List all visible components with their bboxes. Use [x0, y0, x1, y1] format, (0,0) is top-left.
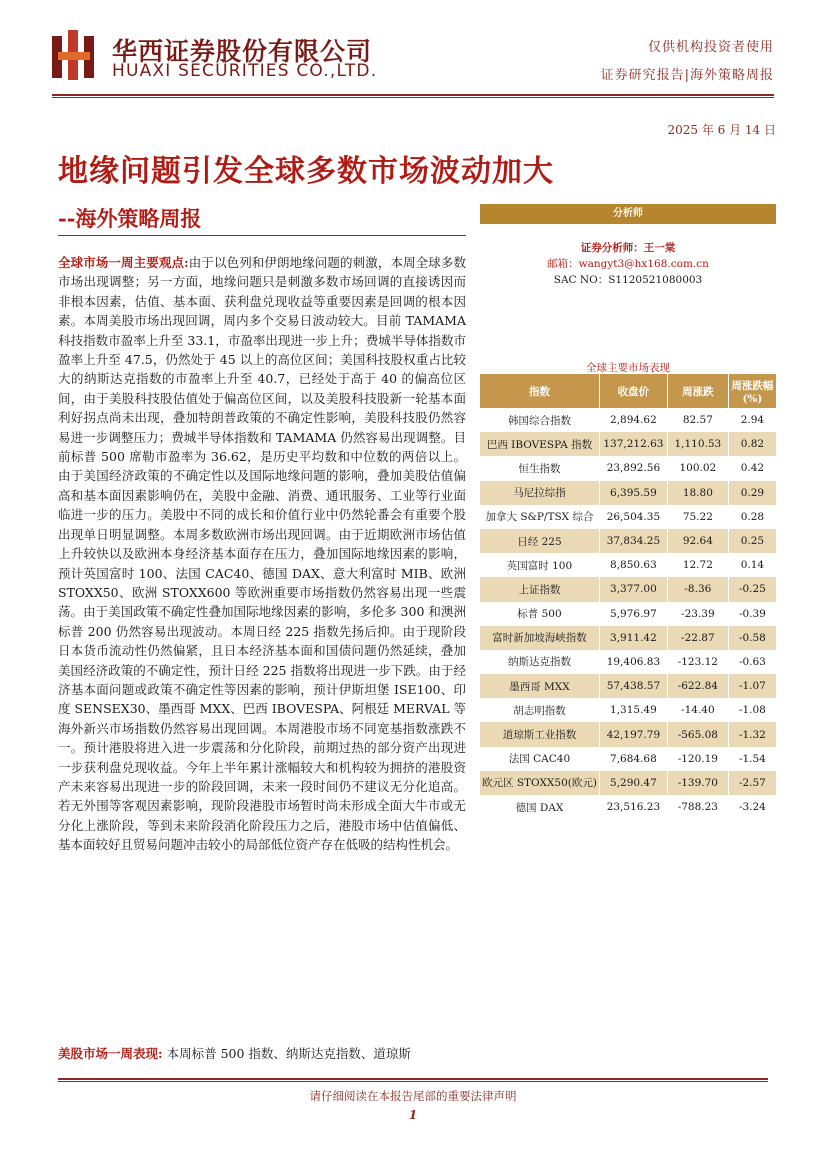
- cell-pct-change: 0.29: [728, 481, 776, 505]
- col-header-close: 收盘价: [599, 374, 667, 408]
- cell-change: -23.39: [667, 602, 728, 626]
- us-market-section: [58, 1044, 478, 1062]
- cell-change: -8.36: [667, 577, 728, 601]
- company-logo: [52, 30, 378, 86]
- cell-pct-change: -0.58: [728, 626, 776, 650]
- table-row: [480, 747, 776, 771]
- table-row: [480, 408, 776, 432]
- subtitle-divider: [58, 235, 466, 236]
- page-number: 1: [408, 1108, 418, 1122]
- cell-pct-change: -1.08: [728, 698, 776, 722]
- analyst-sac-number: SAC NO：S1120521080003: [553, 274, 703, 286]
- cell-index-name: 法国 CAC40: [508, 753, 571, 766]
- table-header-row: [480, 374, 776, 408]
- table-row: [480, 505, 776, 529]
- cell-close: 57,438.57: [599, 674, 667, 698]
- market-performance-table: [480, 374, 776, 819]
- cell-index-name: 日经 225: [480, 529, 599, 553]
- cell-change: 82.57: [667, 408, 728, 432]
- cell-pct-change: 0.25: [728, 529, 776, 553]
- cell-change: -120.19: [667, 747, 728, 771]
- col-header-change: 周涨跌: [667, 374, 728, 408]
- table-row: [480, 771, 776, 795]
- cell-pct-change: 0.14: [728, 553, 776, 577]
- cell-close: 7,684.68: [599, 747, 667, 771]
- footer-divider: [58, 1078, 768, 1080]
- us-section-lead: 美股市场一周表现:: [58, 1046, 163, 1061]
- cell-change: -14.40: [667, 698, 728, 722]
- cell-pct-change: -3.24: [728, 795, 776, 819]
- footer-divider-thin: [58, 1081, 768, 1082]
- cell-change: 1,110.53: [667, 432, 728, 456]
- cell-change: -788.23: [667, 795, 728, 819]
- global-market-summary: [58, 253, 466, 855]
- cell-pct-change: 0.82: [728, 432, 776, 456]
- cell-close: 26,504.35: [599, 505, 667, 529]
- cell-change: 75.22: [667, 505, 728, 529]
- market-table-title: 全球主要市场表现: [586, 362, 670, 374]
- report-date: 2025 年 6 月 14 日: [667, 123, 776, 137]
- company-name-en: HUAXI SECURITIES CO.,LTD.: [112, 61, 378, 81]
- table-row: [480, 481, 776, 505]
- cell-change: -565.08: [667, 722, 728, 746]
- cell-pct-change: 0.28: [728, 505, 776, 529]
- table-row: [480, 674, 776, 698]
- cell-change: 100.02: [667, 456, 728, 480]
- cell-close: 23,516.23: [599, 795, 667, 819]
- company-name-cn: 华西证券股份有限公司: [112, 37, 373, 66]
- table-row: [480, 795, 776, 819]
- cell-index-name: 墨西哥 MXX: [480, 674, 599, 698]
- cell-close: 5,976.97: [599, 602, 667, 626]
- cell-index-name: 加拿大 S&P/TSX 综合: [485, 511, 594, 524]
- cell-change: 18.80: [667, 481, 728, 505]
- cell-index-name: 巴西 IBOVESPA 指数: [480, 432, 599, 456]
- cell-change: 12.72: [667, 553, 728, 577]
- cell-close: 6,395.59: [599, 481, 667, 505]
- cell-index-name: 欧元区 STOXX50(欧元): [480, 771, 599, 795]
- legal-notice: 请仔细阅读在本报告尾部的重要法律声明: [309, 1089, 517, 1103]
- analyst-header: 分析师: [480, 204, 776, 224]
- report-type: 证券研究报告|海外策略周报: [600, 68, 774, 83]
- cell-change: -139.70: [667, 771, 728, 795]
- cell-pct-change: -1.32: [728, 722, 776, 746]
- cell-pct-change: -0.39: [728, 602, 776, 626]
- cell-close: 1,315.49: [599, 698, 667, 722]
- audience-note: 仅供机构投资者使用: [647, 40, 774, 55]
- cell-index-name: 上证指数: [480, 577, 599, 601]
- report-title: 地缘问题引发全球多数市场波动加大: [58, 154, 554, 189]
- cell-pct-change: 0.42: [728, 456, 776, 480]
- table-row: [480, 553, 776, 577]
- cell-pct-change: -1.07: [728, 674, 776, 698]
- analyst-email[interactable]: 邮箱：wangyt3@hx168.com.cn: [547, 258, 709, 270]
- cell-index-name: 纳斯达克指数: [507, 656, 571, 669]
- cell-index-name: 德国 DAX: [515, 801, 564, 814]
- report-subtitle: --海外策略周报: [58, 206, 202, 231]
- cell-index-name: 标普 500: [517, 608, 562, 621]
- analyst-name: 证券分析师：王一棠: [580, 242, 676, 254]
- cell-close: 137,212.63: [599, 432, 667, 456]
- header-divider: [52, 94, 774, 96]
- cell-index-name: 道琼斯工业指数: [480, 722, 599, 746]
- cell-pct-change: -0.25: [728, 577, 776, 601]
- table-row: [480, 650, 776, 674]
- header-divider-thin: [52, 97, 774, 98]
- cell-close: 42,197.79: [599, 722, 667, 746]
- table-row: [480, 698, 776, 722]
- cell-pct-change: -0.63: [728, 650, 776, 674]
- summary-text: 由于以色列和伊朗地缘问题的刺激，本周全球多数市场出现调整；另一方面，地缘问题只是刺激多数市场回调的直接诱因而非根本因素，估值、基本面、获利盘兑现收益等重要因素是回调的根本因素。本周美股市场出现回调，周内多个交易日波动较大。目前 TAMAMA 科技指数市盈率上升至 33.1，市盈率出现进一步上升；费城半导体指数市盈率上升至 47.5，仍然处于 45 以上的高位区间；美国科技股权重占比较大的纳斯达克指数的市盈率上升至 40.7，已经处于高于 40 的偏高位区间，由于美股科技股估值处于偏高位区间，以及美股科技股新一轮基本面利好拐点尚未出现，叠加特朗普政策的不确定性影响，美股科技股仍然容易进一步调整压力；费城半导体指数和 TAMAMA 仍然容易出现调整。目前标普 500 席勒市盈率为 36.62，是历史平均数和中位数的两倍以上。由于美国经济政策的不确定性以及国际地缘问题的影响，叠加美股估值偏高和基本面因素影响仍在，美股中金融、消费、通讯服务、工业等行业面临进一步的压力。美股中不同的成长和价值行业中仍然轮番会有重要个股出现单日明显调整。本周多数欧洲市场出现回调。由于近期欧洲市场估值上升较快以及欧洲本身经济基本面存在压力，叠加国际地缘因素的影响，预计英国富时 100、法国 CAC40、德国 DAX、意大利富时 MIB、欧洲 STOXX50、欧洲 STOXX600 等欧洲重要市场指数仍然容易出现一些震荡。由于美国政策不确定性叠加国际地缘因素的影响，多伦多 300 和澳洲标普 200 仍然容易出现波动。本周日经 225 指数先扬后抑。由于现阶段日本货币流动性仍然偏紧，且日本经济基本面和国债问题仍然延续，叠加美国经济政策的不确定性，预计日经 225 指数将出现进一步下跌。由于经济基本面问题或政策不确定性等因素的影响，预计伊斯坦堡 ISE100、印度 SENSEX30、墨西哥 MXX、巴西 IBOVESPA、阿根廷 MERVAL 等海外新兴市场指数仍然容易出现回调。本周港股市场不同宽基指数涨跌不一。预计港股将进入进一步震荡和分化阶段，前期过热的部分资产出现进一步获利盘兑现收益。今年上半年累计涨幅较大和机构较为拥挤的港股资产未来容易出现进一步的阶段回调，未来一段时间仍不建议无分化追高。若无外围等客观因素影响，现阶段港股市场暂时尚未形成全面大牛市或无分化上涨阶段，等到未来阶段消化阶段压力之后，港股市场中估值偏低、基本面较好且贸易问题冲击较小的局部低位资产存在低吸的结构性机会。: [58, 255, 466, 853]
- cell-index-name: 富时新加坡海峡指数: [480, 626, 599, 650]
- cell-change: -123.12: [667, 650, 728, 674]
- cell-close: 23,892.56: [599, 456, 667, 480]
- cell-index-name: 韩国综合指数: [507, 414, 571, 427]
- table-row: [480, 432, 776, 456]
- cell-close: 19,406.83: [599, 650, 667, 674]
- cell-change: 92.64: [667, 529, 728, 553]
- cell-change: -622.84: [667, 674, 728, 698]
- cell-close: 37,834.25: [599, 529, 667, 553]
- table-row: [480, 722, 776, 746]
- summary-lead: 全球市场一周主要观点:: [58, 255, 189, 270]
- cell-index-name: 马尼拉综指: [480, 481, 599, 505]
- us-section-text: 本周标普 500 指数、纳斯达克指数、道琼斯: [166, 1046, 411, 1061]
- table-row: [480, 529, 776, 553]
- huaxi-logo-icon: [52, 30, 96, 80]
- cell-close: 3,911.42: [599, 626, 667, 650]
- cell-change: -22.87: [667, 626, 728, 650]
- cell-index-name: 胡志明指数: [513, 704, 566, 717]
- table-row: [480, 602, 776, 626]
- table-row: [480, 577, 776, 601]
- cell-index-name: 英国富时 100: [506, 559, 573, 572]
- col-header-index: 指数: [480, 374, 599, 408]
- cell-pct-change: 2.94: [728, 408, 776, 432]
- cell-close: 3,377.00: [599, 577, 667, 601]
- cell-pct-change: -1.54: [728, 747, 776, 771]
- cell-close: 5,290.47: [599, 771, 667, 795]
- table-row: [480, 626, 776, 650]
- cell-pct-change: -2.57: [728, 771, 776, 795]
- cell-close: 8,850.63: [599, 553, 667, 577]
- cell-index-name: 恒生指数: [518, 462, 561, 475]
- table-row: [480, 456, 776, 480]
- cell-close: 2,894.62: [599, 408, 667, 432]
- col-header-pct-change: 周涨跌幅(%): [728, 374, 776, 408]
